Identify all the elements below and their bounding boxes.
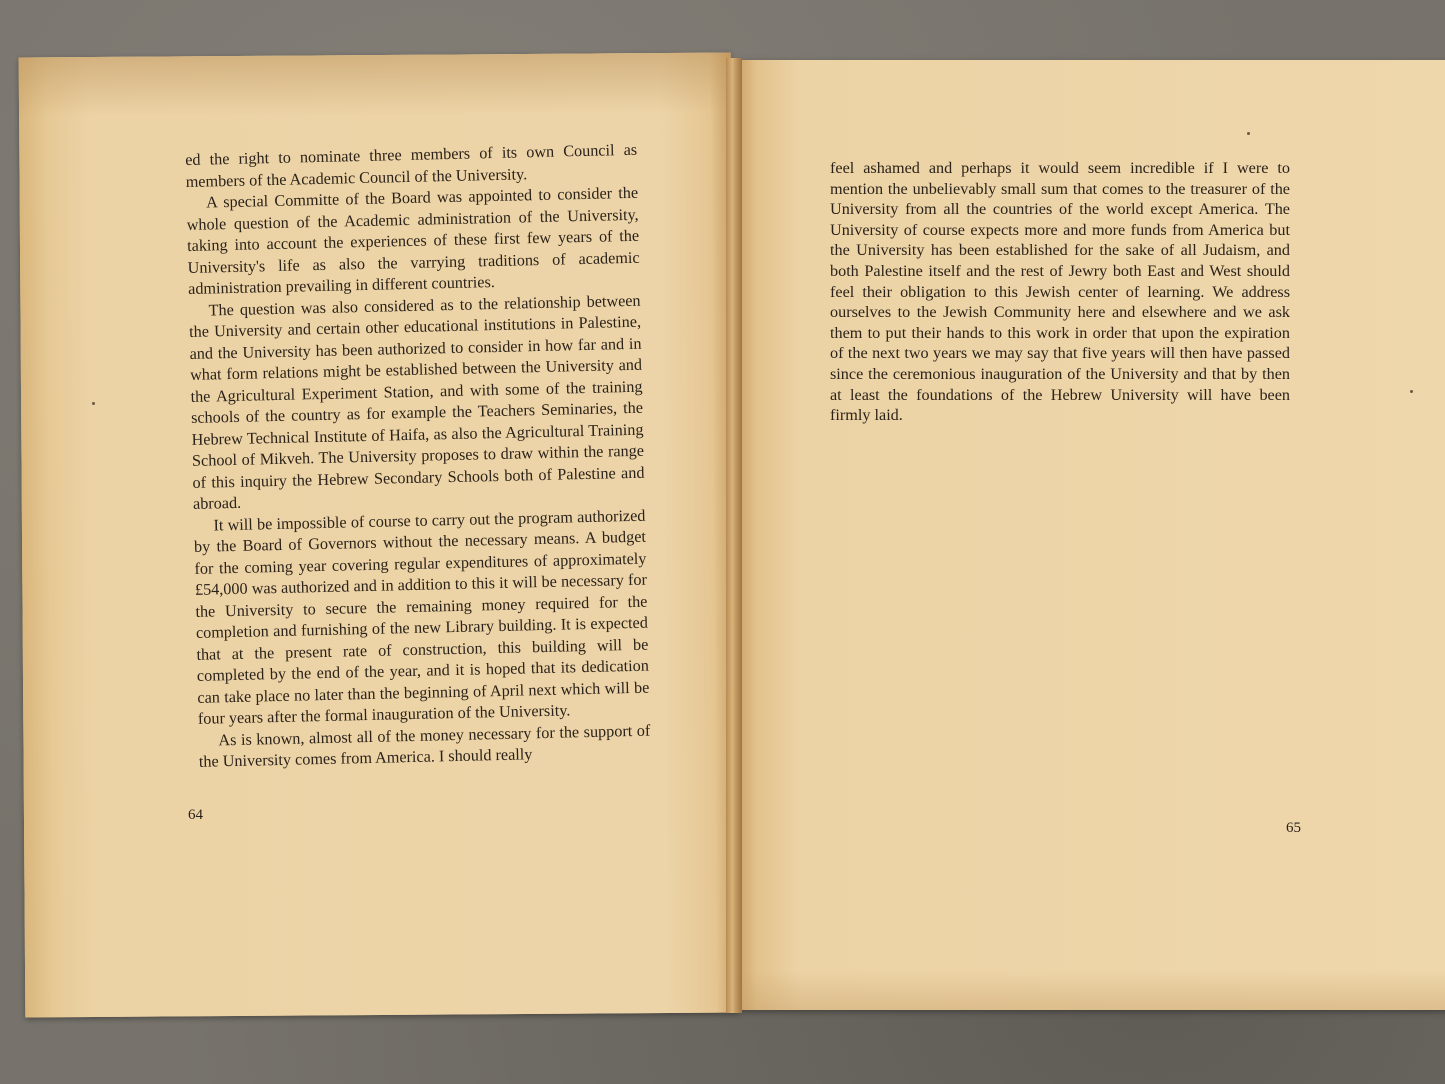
paper-speck — [1247, 132, 1250, 135]
left-page-number: 64 — [188, 807, 203, 823]
left-paragraph-1: ed the right to nominate three members of its own Council as members of the Academic Council of the University. — [185, 140, 638, 191]
paper-speck — [1410, 390, 1413, 393]
left-page-text — [185, 140, 651, 774]
left-paragraph-5: As is known, almost all of the money necessary for the support of the University comes from America. I should really — [198, 721, 651, 771]
right-page-number: 65 — [1286, 820, 1301, 836]
paper-speck — [92, 402, 95, 405]
left-paragraph-2: A special Committe of the Board was appointed to consider the whole question of the Academic administration of the University, taking into account the experiences of these first few years of the University's life as also the varrying traditions of academic administration prevailing in different countries. — [186, 183, 640, 298]
left-paragraph-3: The question was also considered as to the relationship between the University and certain other educational institutions in Palestine, and the University has been authorized to consider in how far and in what form relations might be established between the University and the Agricultural Experiment Station, and with some of the training schools of the country as for example the Teachers Seminaries, the Hebrew Technical Institute of Haifa, as also the Agricultural Training School of Mikveh. The University proposes to draw within the range of this inquiry the Hebrew Secondary Schools both of Palestine and abroad. — [188, 291, 645, 513]
right-page-text — [830, 158, 1290, 426]
right-paragraph-1: feel ashamed and perhaps it would seem incredible if I were to mention the unbelievably small sum that comes to the treasurer of the University from all the countries of the world except America. The University of course expects more and more funds from America but the University has been established for the sake of all Judaism, and both Palestine itself and the rest of Jewry both East and West should feel their obligation to this Jewish center of learning. We address ourselves to the Jewish Community here and elsewhere and we ask them to put their hands to this work in order that upon the expiration of the next two years we may say that five years will then have passed since the ceremonious inauguration of the University and that by then at least the foundations of the Hebrew University will have been firmly laid. — [830, 159, 1290, 425]
left-paragraph-4: It will be impossible of course to carry out the program authorized by the Board of Governors without the necessary means. A budget for the coming year covering regular expenditures of approximately £54,000 was authorized and in addition to this it will be necessary for the University to secure the remaining money required for the completion and furnishing of the new Library building. It is expected that at the present rate of construction, this building will be completed by the end of the year, and it is hoped that its dedication can take place no later than the beginning of April next which will be four years after the formal inauguration of the University. — [193, 506, 650, 728]
book-spine — [726, 58, 742, 1013]
